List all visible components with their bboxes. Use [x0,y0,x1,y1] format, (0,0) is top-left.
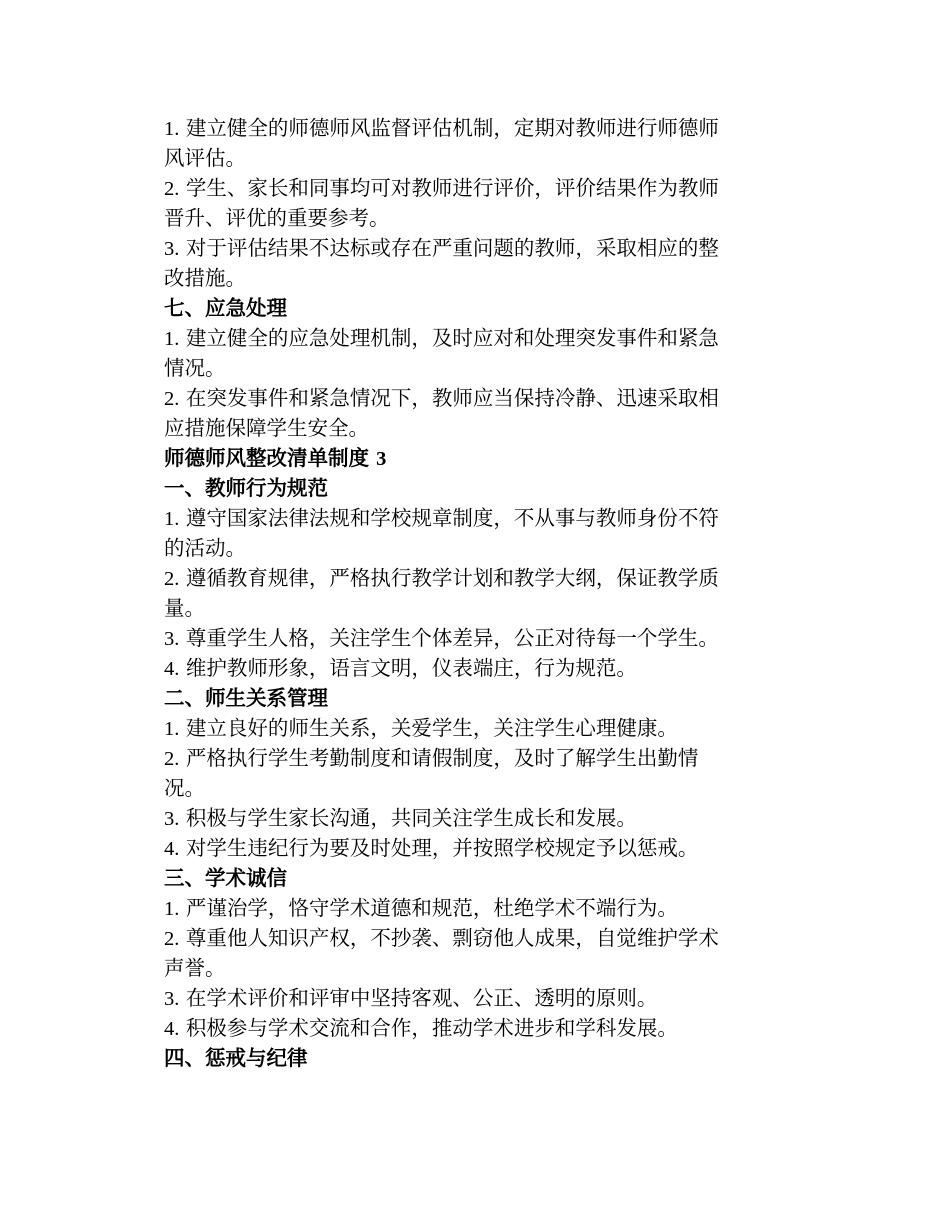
list-item [164,623,804,653]
item-number: 2. [164,568,180,590]
item-number: 2. [164,388,180,410]
item-number: 1. [164,328,180,350]
title-text: 师德师风整改清单制度 [164,446,369,470]
section-heading: 七、应急处理 [164,296,287,320]
item-number: 1. [164,118,180,140]
item-text: 建立健全的师德师风监督评估机制，定期对教师进行师德师 [185,116,719,140]
item-text: 遵守国家法律法规和学校规章制度，不从事与教师身份不符 [185,506,719,530]
item-text: 严谨治学，恪守学术道德和规范，杜绝学术不端行为。 [185,896,678,920]
item-number: 4. [164,1018,180,1040]
item-text: 声誉。 [164,956,226,980]
item-text: 况。 [164,776,205,800]
list-item-continuation [164,953,804,983]
item-text: 应措施保障学生安全。 [164,416,369,440]
item-text: 对于评估结果不达标或存在严重问题的教师，采取相应的整 [185,236,719,260]
item-number: 2. [164,178,180,200]
list-item [164,113,804,143]
list-item-continuation [164,203,804,233]
item-text: 积极参与学术交流和合作，推动学术进步和学科发展。 [185,1016,678,1040]
item-number: 2. [164,748,180,770]
list-item [164,833,804,863]
item-text: 遵循教育规律，严格执行教学计划和教学大纲，保证教学质 [185,566,719,590]
item-number: 1. [164,508,180,530]
list-item-continuation [164,593,804,623]
list-item-continuation [164,353,804,383]
document-title [164,443,804,473]
document-body [164,113,804,1073]
list-item-continuation [164,533,804,563]
item-text: 建立良好的师生关系，关爱学生，关注学生心理健康。 [185,716,678,740]
list-item [164,983,804,1013]
list-item-continuation [164,773,804,803]
list-item [164,653,804,683]
item-number: 2. [164,928,180,950]
title-number: 3 [376,448,387,470]
item-text: 晋升、评优的重要参考。 [164,206,390,230]
item-number: 1. [164,718,180,740]
list-item [164,713,804,743]
section-heading: 四、惩戒与纪律 [164,1046,308,1070]
item-number: 3. [164,808,180,830]
item-text: 对学生违纪行为要及时处理，并按照学校规定予以惩戒。 [185,836,699,860]
list-item [164,233,804,263]
list-item [164,563,804,593]
section-heading: 二、师生关系管理 [164,686,328,710]
item-text: 改措施。 [164,266,246,290]
item-text: 维护教师形象，语言文明，仪表端庄，行为规范。 [185,656,637,680]
item-text: 学生、家长和同事均可对教师进行评价，评价结果作为教师 [185,176,719,200]
list-item [164,323,804,353]
item-text: 积极与学生家长沟通，共同关注学生成长和发展。 [185,806,637,830]
item-text: 尊重他人知识产权，不抄袭、剽窃他人成果，自觉维护学术 [185,926,719,950]
list-item [164,503,804,533]
list-item [164,1013,804,1043]
item-text: 在突发事件和紧急情况下，教师应当保持冷静、迅速采取相 [185,386,719,410]
item-number: 3. [164,988,180,1010]
item-number: 3. [164,628,180,650]
list-item [164,173,804,203]
list-item [164,923,804,953]
item-number: 4. [164,658,180,680]
section-heading: 一、教师行为规范 [164,476,328,500]
list-item-continuation [164,143,804,173]
list-item-continuation [164,413,804,443]
item-text: 的活动。 [164,536,246,560]
list-item [164,803,804,833]
list-item [164,893,804,923]
item-text: 在学术评价和评审中坚持客观、公正、透明的原则。 [185,986,658,1010]
list-item-continuation [164,263,804,293]
section-heading: 三、学术诚信 [164,866,287,890]
list-item [164,743,804,773]
item-text: 量。 [164,596,205,620]
item-text: 严格执行学生考勤制度和请假制度，及时了解学生出勤情 [185,746,699,770]
item-text: 情况。 [164,356,226,380]
item-text: 尊重学生人格，关注学生个体差异，公正对待每一个学生。 [185,626,719,650]
item-number: 4. [164,838,180,860]
item-number: 1. [164,898,180,920]
item-text: 风评估。 [164,146,246,170]
item-number: 3. [164,238,180,260]
list-item [164,383,804,413]
item-text: 建立健全的应急处理机制，及时应对和处理突发事件和紧急 [185,326,719,350]
